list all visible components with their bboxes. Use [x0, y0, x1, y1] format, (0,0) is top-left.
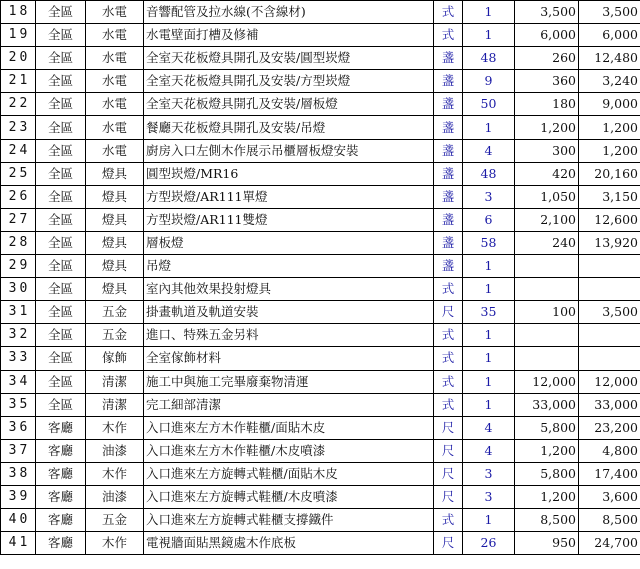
unit-cell: 盞	[434, 70, 463, 93]
description-cell: 進口、特殊五金另料	[144, 324, 434, 347]
description-cell: 全室傢飾材料	[144, 347, 434, 370]
quantity-cell: 1	[463, 1, 515, 24]
amount-cell: 24,700	[579, 532, 640, 555]
table-row	[1, 439, 640, 462]
unit-cell: 盞	[434, 185, 463, 208]
amount-cell: 4,800	[579, 439, 640, 462]
table-row	[1, 347, 640, 370]
area-cell: 全區	[36, 370, 86, 393]
quantity-cell: 1	[463, 393, 515, 416]
unit-cell: 盞	[434, 208, 463, 231]
area-cell: 全區	[36, 231, 86, 254]
amount-cell: 3,600	[579, 485, 640, 508]
quantity-cell: 1	[463, 509, 515, 532]
table-row	[1, 255, 640, 278]
table-row	[1, 509, 640, 532]
unit-cell: 式	[434, 347, 463, 370]
item-number: 18	[1, 1, 36, 24]
amount-cell: 6,000	[579, 24, 640, 47]
amount-cell: 3,500	[579, 301, 640, 324]
amount-cell: 20,160	[579, 162, 640, 185]
unit-cell: 盞	[434, 47, 463, 70]
category-cell: 五金	[86, 324, 144, 347]
amount-cell: 3,500	[579, 1, 640, 24]
unit-price-cell: 1,200	[515, 116, 579, 139]
unit-price-cell: 260	[515, 47, 579, 70]
category-cell: 五金	[86, 301, 144, 324]
quantity-cell: 48	[463, 162, 515, 185]
item-number: 34	[1, 370, 36, 393]
unit-cell: 式	[434, 24, 463, 47]
category-cell: 傢飾	[86, 347, 144, 370]
unit-price-cell: 5,800	[515, 416, 579, 439]
amount-cell: 13,920	[579, 231, 640, 254]
table-row	[1, 139, 640, 162]
category-cell: 五金	[86, 509, 144, 532]
unit-price-cell: 360	[515, 70, 579, 93]
unit-cell: 盞	[434, 255, 463, 278]
item-number: 27	[1, 208, 36, 231]
unit-cell: 盞	[434, 162, 463, 185]
table-row	[1, 1, 640, 24]
description-cell: 入口進來左方旋轉式鞋櫃/面貼木皮	[144, 462, 434, 485]
area-cell: 全區	[36, 70, 86, 93]
amount-cell: 17,400	[579, 462, 640, 485]
unit-cell: 式	[434, 393, 463, 416]
category-cell: 水電	[86, 139, 144, 162]
unit-cell: 盞	[434, 116, 463, 139]
category-cell: 水電	[86, 1, 144, 24]
area-cell: 全區	[36, 185, 86, 208]
area-cell: 客廳	[36, 509, 86, 532]
area-cell: 全區	[36, 255, 86, 278]
item-number: 19	[1, 24, 36, 47]
item-number: 25	[1, 162, 36, 185]
unit-price-cell	[515, 255, 579, 278]
table-row	[1, 24, 640, 47]
table-row	[1, 93, 640, 116]
amount-cell: 9,000	[579, 93, 640, 116]
category-cell: 水電	[86, 116, 144, 139]
description-cell: 完工細部清潔	[144, 393, 434, 416]
area-cell: 全區	[36, 116, 86, 139]
category-cell: 木作	[86, 462, 144, 485]
quantity-cell: 9	[463, 70, 515, 93]
item-number: 28	[1, 231, 36, 254]
unit-cell: 尺	[434, 532, 463, 555]
amount-cell: 33,000	[579, 393, 640, 416]
unit-price-cell: 33,000	[515, 393, 579, 416]
area-cell: 客廳	[36, 416, 86, 439]
quantity-cell: 6	[463, 208, 515, 231]
quantity-cell: 1	[463, 278, 515, 301]
category-cell: 水電	[86, 70, 144, 93]
unit-cell: 尺	[434, 485, 463, 508]
quantity-cell: 26	[463, 532, 515, 555]
area-cell: 全區	[36, 139, 86, 162]
category-cell: 燈具	[86, 255, 144, 278]
unit-cell: 尺	[434, 462, 463, 485]
unit-price-cell	[515, 347, 579, 370]
table-row	[1, 324, 640, 347]
table-row	[1, 231, 640, 254]
item-number: 41	[1, 532, 36, 555]
item-number: 23	[1, 116, 36, 139]
quantity-cell: 1	[463, 347, 515, 370]
description-cell: 廚房入口左側木作展示吊櫃層板燈安裝	[144, 139, 434, 162]
item-number: 29	[1, 255, 36, 278]
description-cell: 入口進來左方旋轉式鞋櫃/木皮噴漆	[144, 485, 434, 508]
description-cell: 方型崁燈/AR111單燈	[144, 185, 434, 208]
category-cell: 木作	[86, 532, 144, 555]
table-row	[1, 162, 640, 185]
table-row	[1, 208, 640, 231]
amount-cell: 3,240	[579, 70, 640, 93]
description-cell: 方型崁燈/AR111雙燈	[144, 208, 434, 231]
category-cell: 清潔	[86, 393, 144, 416]
table-row	[1, 70, 640, 93]
unit-price-cell: 6,000	[515, 24, 579, 47]
quantity-cell: 35	[463, 301, 515, 324]
area-cell: 全區	[36, 301, 86, 324]
amount-cell: 1,200	[579, 116, 640, 139]
area-cell: 全區	[36, 162, 86, 185]
quantity-cell: 3	[463, 485, 515, 508]
quantity-cell: 50	[463, 93, 515, 116]
unit-cell: 式	[434, 370, 463, 393]
unit-price-cell: 100	[515, 301, 579, 324]
item-number: 35	[1, 393, 36, 416]
item-number: 40	[1, 509, 36, 532]
category-cell: 油漆	[86, 485, 144, 508]
amount-cell: 23,200	[579, 416, 640, 439]
unit-price-cell: 180	[515, 93, 579, 116]
category-cell: 燈具	[86, 185, 144, 208]
unit-cell: 式	[434, 509, 463, 532]
item-number: 33	[1, 347, 36, 370]
unit-price-cell	[515, 278, 579, 301]
quantity-cell: 3	[463, 185, 515, 208]
category-cell: 燈具	[86, 231, 144, 254]
description-cell: 全室天花板燈具開孔及安裝/層板燈	[144, 93, 434, 116]
item-number: 20	[1, 47, 36, 70]
description-cell: 入口進來左方木作鞋櫃/木皮噴漆	[144, 439, 434, 462]
description-cell: 吊燈	[144, 255, 434, 278]
table-row	[1, 462, 640, 485]
category-cell: 油漆	[86, 439, 144, 462]
area-cell: 全區	[36, 324, 86, 347]
description-cell: 圓型崁燈/MR16	[144, 162, 434, 185]
amount-cell	[579, 347, 640, 370]
description-cell: 餐廳天花板燈具開孔及安裝/吊燈	[144, 116, 434, 139]
table-row	[1, 532, 640, 555]
amount-cell: 12,600	[579, 208, 640, 231]
description-cell: 水電壁面打槽及修補	[144, 24, 434, 47]
unit-cell: 盞	[434, 231, 463, 254]
item-number: 22	[1, 93, 36, 116]
quantity-cell: 1	[463, 324, 515, 347]
item-number: 39	[1, 485, 36, 508]
category-cell: 清潔	[86, 370, 144, 393]
description-cell: 室內其他效果投射燈具	[144, 278, 434, 301]
unit-price-cell: 5,800	[515, 462, 579, 485]
amount-cell: 12,000	[579, 370, 640, 393]
area-cell: 客廳	[36, 485, 86, 508]
amount-cell: 1,200	[579, 139, 640, 162]
table-row	[1, 185, 640, 208]
area-cell: 客廳	[36, 462, 86, 485]
unit-cell: 盞	[434, 139, 463, 162]
description-cell: 入口進來左方木作鞋櫃/面貼木皮	[144, 416, 434, 439]
unit-price-cell: 12,000	[515, 370, 579, 393]
unit-cell: 尺	[434, 439, 463, 462]
item-number: 31	[1, 301, 36, 324]
quantity-cell: 1	[463, 24, 515, 47]
area-cell: 全區	[36, 93, 86, 116]
amount-cell	[579, 324, 640, 347]
area-cell: 全區	[36, 393, 86, 416]
area-cell: 客廳	[36, 532, 86, 555]
amount-cell: 8,500	[579, 509, 640, 532]
quantity-cell: 3	[463, 462, 515, 485]
amount-cell: 3,150	[579, 185, 640, 208]
item-number: 21	[1, 70, 36, 93]
unit-price-cell: 300	[515, 139, 579, 162]
unit-price-cell: 3,500	[515, 1, 579, 24]
quantity-cell: 58	[463, 231, 515, 254]
area-cell: 全區	[36, 347, 86, 370]
area-cell: 全區	[36, 24, 86, 47]
quantity-cell: 1	[463, 255, 515, 278]
quantity-cell: 4	[463, 139, 515, 162]
unit-cell: 式	[434, 324, 463, 347]
area-cell: 客廳	[36, 439, 86, 462]
unit-price-cell: 2,100	[515, 208, 579, 231]
table-body	[1, 1, 640, 555]
table-row	[1, 47, 640, 70]
description-cell: 電視牆面貼黑鏡處木作底板	[144, 532, 434, 555]
amount-cell: 12,480	[579, 47, 640, 70]
table-row	[1, 370, 640, 393]
description-cell: 入口進來左方旋轉式鞋櫃支撐鐵件	[144, 509, 434, 532]
description-cell: 層板燈	[144, 231, 434, 254]
quantity-cell: 1	[463, 370, 515, 393]
category-cell: 水電	[86, 93, 144, 116]
unit-price-cell: 1,200	[515, 439, 579, 462]
quantity-cell: 1	[463, 116, 515, 139]
category-cell: 水電	[86, 47, 144, 70]
description-cell: 掛畫軌道及軌道安裝	[144, 301, 434, 324]
unit-cell: 式	[434, 278, 463, 301]
unit-price-cell: 950	[515, 532, 579, 555]
category-cell: 燈具	[86, 208, 144, 231]
unit-price-cell: 240	[515, 231, 579, 254]
area-cell: 全區	[36, 208, 86, 231]
table-row	[1, 116, 640, 139]
item-number: 38	[1, 462, 36, 485]
category-cell: 燈具	[86, 278, 144, 301]
amount-cell	[579, 278, 640, 301]
unit-cell: 盞	[434, 93, 463, 116]
description-cell: 施工中與施工完畢廢棄物清運	[144, 370, 434, 393]
area-cell: 全區	[36, 278, 86, 301]
unit-price-cell: 1,200	[515, 485, 579, 508]
description-cell: 音響配管及拉水線(不含線材)	[144, 1, 434, 24]
unit-cell: 尺	[434, 301, 463, 324]
item-number: 36	[1, 416, 36, 439]
unit-price-cell: 8,500	[515, 509, 579, 532]
quantity-cell: 48	[463, 47, 515, 70]
amount-cell	[579, 255, 640, 278]
category-cell: 水電	[86, 24, 144, 47]
category-cell: 燈具	[86, 162, 144, 185]
description-cell: 全室天花板燈具開孔及安裝/圓型崁燈	[144, 47, 434, 70]
item-number: 32	[1, 324, 36, 347]
table-row	[1, 393, 640, 416]
unit-cell: 尺	[434, 416, 463, 439]
table-row	[1, 278, 640, 301]
unit-price-cell	[515, 324, 579, 347]
item-number: 37	[1, 439, 36, 462]
quantity-cell: 4	[463, 416, 515, 439]
unit-price-cell: 420	[515, 162, 579, 185]
description-cell: 全室天花板燈具開孔及安裝/方型崁燈	[144, 70, 434, 93]
item-number: 26	[1, 185, 36, 208]
item-number: 24	[1, 139, 36, 162]
quantity-cell: 4	[463, 439, 515, 462]
table-row	[1, 416, 640, 439]
category-cell: 木作	[86, 416, 144, 439]
unit-price-cell: 1,050	[515, 185, 579, 208]
area-cell: 全區	[36, 47, 86, 70]
area-cell: 全區	[36, 1, 86, 24]
unit-cell: 式	[434, 1, 463, 24]
table-row	[1, 301, 640, 324]
item-number: 30	[1, 278, 36, 301]
table-row	[1, 485, 640, 508]
